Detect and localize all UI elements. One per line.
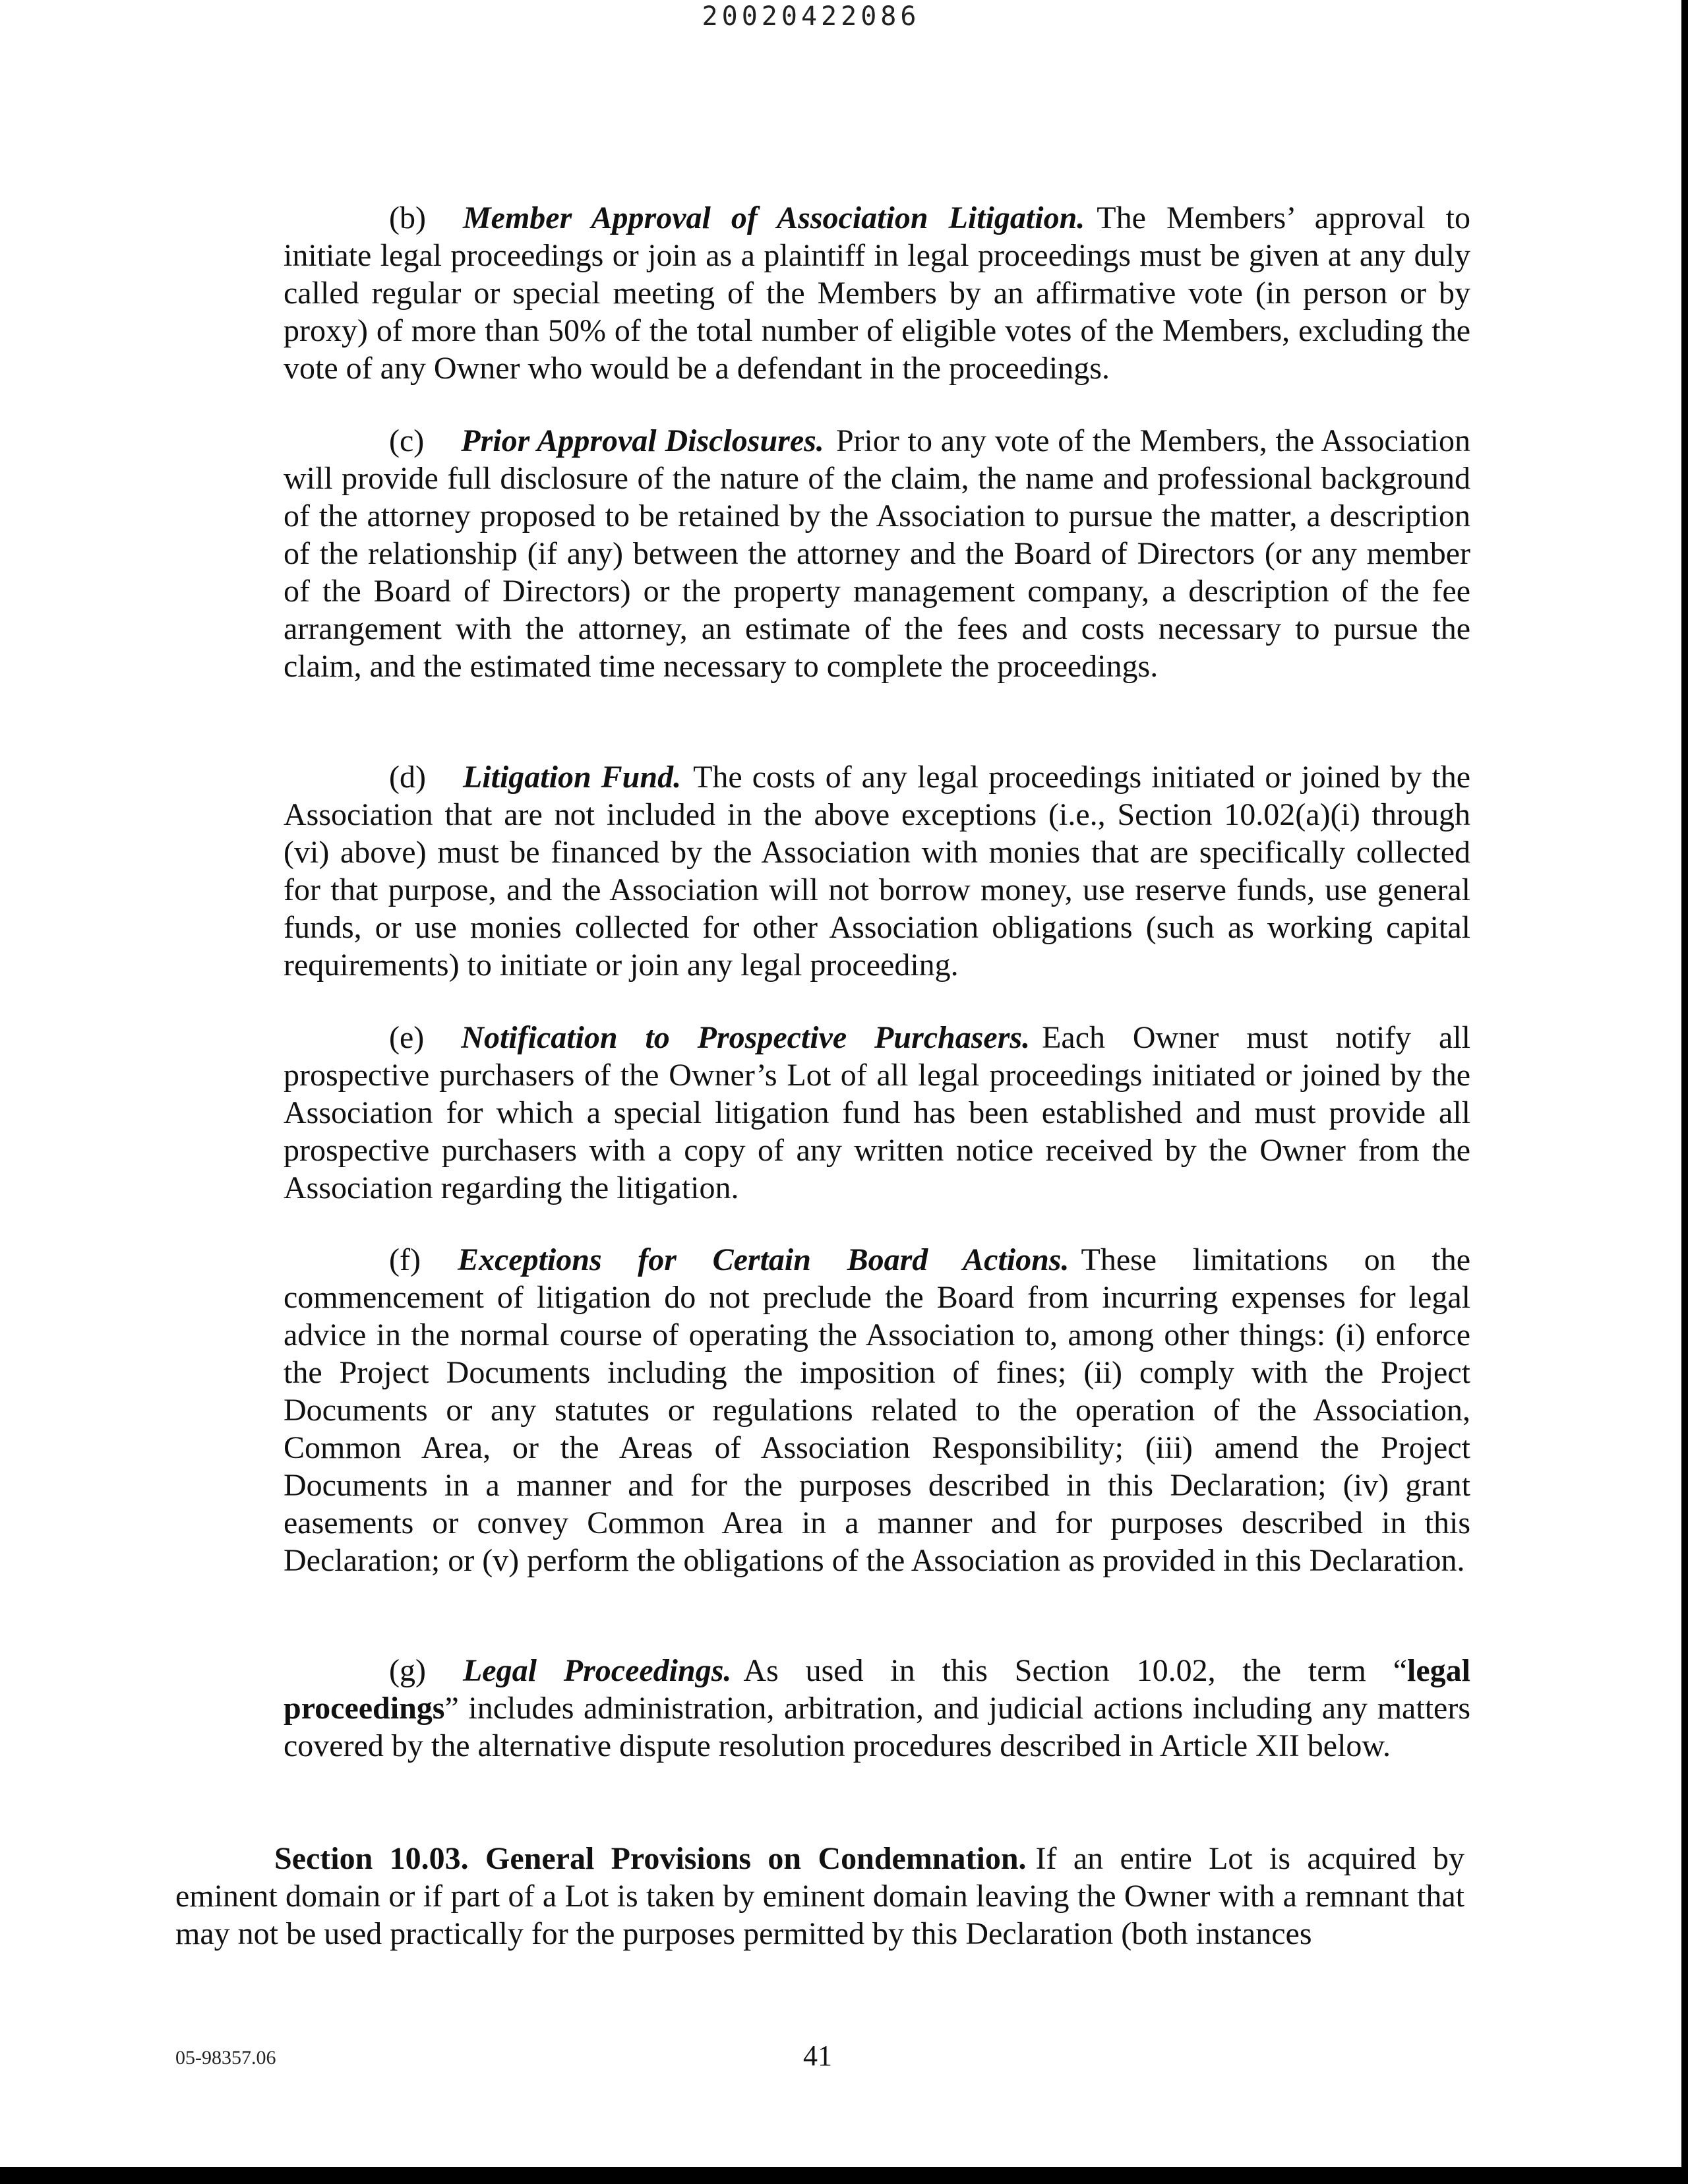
subsection-text: Prior to any vote of the Members, the Association will provide full disclosure of the nature of the claim, the name and professional background of the attorney proposed to be retained by the Association to pursue the matter, a description of the relationship (if any) between the attorney and the Board of Directors (or any member of the Board of Directors) or the property management company, a description of the fee arrangement with the attorney, an estimate of the fees and costs necessary to pursue the claim, and the estimated time necessary to complete the proceedings. [284, 423, 1471, 684]
subsection-heading: Prior Approval Disclosures. [461, 423, 824, 458]
subsection-text: As used in this Section 10.02, the term “ [743, 1653, 1408, 1688]
subsection-label: (g) [389, 1653, 426, 1688]
footer-document-code: 05-98357.06 [175, 2047, 276, 2069]
subsection-label: (e) [389, 1020, 425, 1055]
defined-term: legal proceedings [284, 1653, 1470, 1726]
subsection-text: These limitations on the commencement of litigation do not preclude the Board from incurring expenses for legal advice in the normal course of operating the Association to, among other things: (i) enforce the Project Documents including the imposition of fines; (ii) comply with the Project Documents or any statutes or regulations related to the operation of the Association, Common Area, or the Areas of Association Responsibility; (iii) amend the Project Documents in a manner and for the purposes described in this Declaration; (iv) grant easements or convey Common Area in a manner and for purposes described in this Declaration; or (v) perform the obligations of the Association as provided in this Declaration. [284, 1242, 1471, 1578]
subsection-heading: Exceptions for Certain Board Actions. [457, 1242, 1070, 1277]
subsection-e [284, 1019, 1470, 1207]
section-text: If an entire Lot is acquired by eminent domain or if part of a Lot is taken by eminent domain leaving the Owner with a remnant that may not be used practically for the purposes permitted by this Declaration (both instances [175, 1841, 1464, 1951]
subsection-text: ” includes administration, arbitration, and judicial actions including any matters covered by the alternative dispute resolution procedures described in Article XII below. [284, 1691, 1470, 1763]
document-id-stamp: 20020422086 [702, 1, 920, 32]
subsection-text: The Members’ approval to initiate legal proceedings or join as a plaintiff in legal proceedings must be given at any duly called regular or special meeting of the Members by an affirmative vote (in person or by proxy) of more than 50% of the total number of eligible votes of the Members, excluding the vote of any Owner who would be a defendant in the proceedings. [284, 200, 1471, 386]
subsection-c [284, 422, 1470, 685]
subsection-b [284, 199, 1470, 387]
subsection-label: (f) [389, 1242, 421, 1277]
subsection-label: (b) [389, 200, 426, 235]
subsection-g [284, 1652, 1470, 1765]
subsection-heading: Litigation Fund. [462, 760, 682, 795]
subsection-d [284, 758, 1470, 984]
subsection-f [284, 1241, 1470, 1579]
subsection-label: (d) [389, 760, 426, 795]
subsection-text: The costs of any legal proceedings initiated or joined by the Association that are not included in the above exceptions (i.e., Section 10.02(a)(i) through (vi) above) must be financed by the Association with monies that are specifically collected for that purpose, and the Association will not borrow money, use reserve funds, use general funds, or use monies collected for other Association obligations (such as working capital requirements) to initiate or join any legal proceeding. [284, 760, 1471, 983]
scan-edge-bottom [0, 2167, 1688, 2184]
section-10-03 [175, 1840, 1464, 1953]
subsection-heading: Member Approval of Association Litigation. [462, 200, 1085, 235]
section-heading: Section 10.03. General Provisions on Condemnation. [274, 1841, 1027, 1876]
scan-edge-right [1681, 0, 1688, 2184]
subsection-label: (c) [389, 423, 425, 458]
page-number: 41 [803, 2040, 832, 2072]
subsection-heading: Legal Proceedings. [462, 1653, 732, 1688]
subsection-text: Each Owner must notify all prospective purchasers of the Owner’s Lot of all legal proceedings initiated or joined by the Association for which a special litigation fund has been established and must provide all prospective purchasers with a copy of any written notice received by the Owner from the Association regarding the litigation. [284, 1020, 1470, 1205]
subsection-heading: Notification to Prospective Purchasers. [461, 1020, 1031, 1055]
